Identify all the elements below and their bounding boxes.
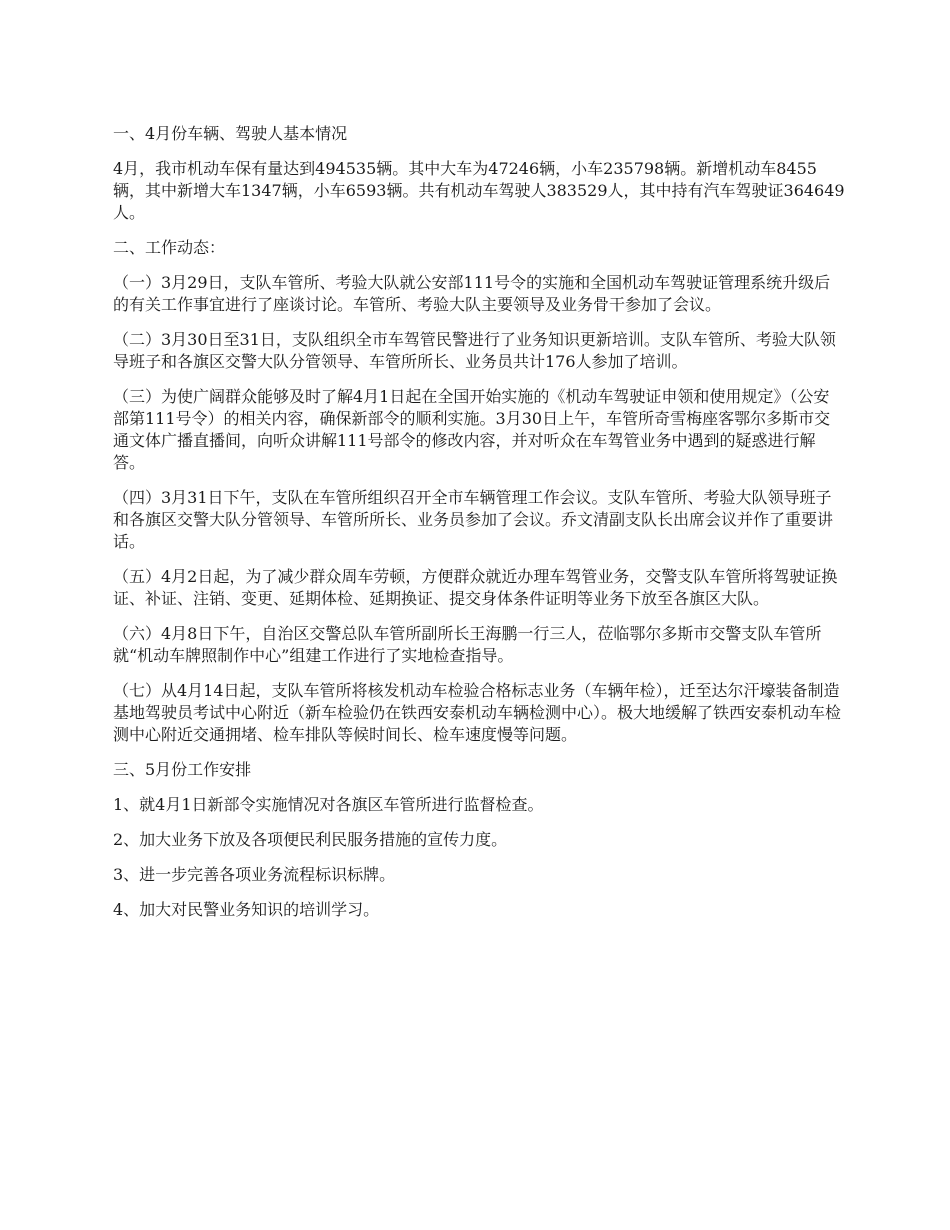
paragraph-item-5: （五）4月2日起，为了减少群众周车劳顿，方便群众就近办理车驾管业务，交警支队车管所将驾驶证换证、补证、注销、变更、延期体检、延期换证、提交身体条件证明等业务下放至各旗区大队。	[113, 567, 838, 608]
plan-item-4: 4、加大对民警业务知识的培训学习。	[113, 900, 380, 919]
document-body	[113, 123, 845, 934]
paragraph-item-1: （一）3月29日，支队车管所、考验大队就公安部111号令的实施和全国机动车驾驶证管理系统升级后的有关工作事宜进行了座谈讨论。车管所、考验大队主要领导及业务骨干参加了会议。	[113, 273, 831, 314]
paragraph-item-4: （四）3月31日下午，支队在车管所组织召开全市车辆管理工作会议。支队车管所、考验大队领导班子和各旗区交警大队分管领导、车管所所长、业务员参加了会议。乔文清副支队长出席会议并作了重要讲话。	[113, 488, 834, 551]
paragraph-item-6: （六）4月8日下午，自治区交警总队车管所副所长王海鹏一行三人，莅临鄂尔多斯市交警支队车管所就“机动车牌照制作中心”组建工作进行了实地检查指导。	[113, 624, 822, 665]
section-heading-2: 二、工作动态：	[113, 238, 226, 257]
paragraph-item-7: （七）从4月14日起，支队车管所将核发机动车检验合格标志业务（车辆年检），迁至达尔汗壕装备制造基地驾驶员考试中心附近（新车检验仍在铁西安泰机动车辆检测中心）。极大地缓解了铁西安泰机动车检测中心附近交通拥堵、检车排队等候时间长、检车速度慢等问题。	[113, 681, 842, 744]
paragraph-item-2: （二）3月30日至31日，支队组织全市车驾管民警进行了业务知识更新培训。支队车管所、考验大队领导班子和各旗区交警大队分管领导、车管所所长、业务员共计176人参加了培训。	[113, 330, 836, 371]
section-heading-1: 一、4月份车辆、驾驶人基本情况	[113, 124, 348, 143]
plan-item-1: 1、就4月1日新部令实施情况对各旗区车管所进行监督检查。	[113, 795, 544, 814]
plan-item-2: 2、加大业务下放及各项便民利民服务措施的宣传力度。	[113, 830, 508, 849]
plan-item-3: 3、进一步完善各项业务流程标识标牌。	[113, 865, 396, 884]
paragraph-vehicle-stats: 4月，我市机动车保有量达到494535辆。其中大车为47246辆，小车235798辆。新增机动车8455辆，其中新增大车1347辆，小车6593辆。共有机动车驾驶人383529人，其中持有汽车驾驶证364649人。	[113, 159, 845, 222]
section-heading-3: 三、5月份工作安排	[113, 760, 252, 779]
paragraph-item-3: （三）为使广阔群众能够及时了解4月1日起在全国开始实施的《机动车驾驶证申领和使用规定》（公安部第111号令）的相关内容，确保新部令的顺利实施。3月30日上午，车管所奇雪梅座客鄂尔多斯市交通文体广播直播间，向听众讲解111号部令的修改内容，并对听众在车驾管业务中遇到的疑惑进行解答。	[113, 387, 831, 472]
